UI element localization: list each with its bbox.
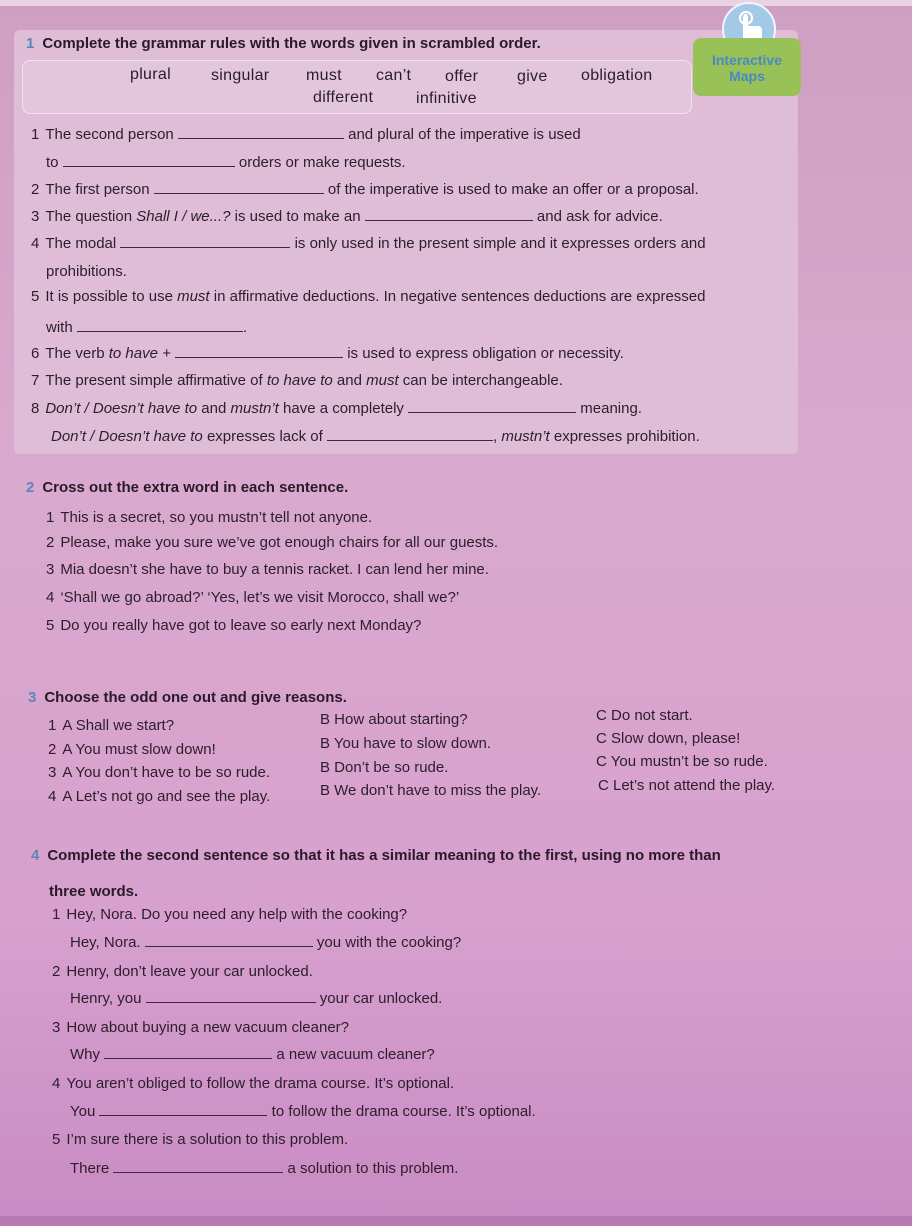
- word-bank-item: give: [517, 68, 548, 85]
- answer-blank[interactable]: [104, 1058, 272, 1059]
- ex1-item-5: 5 It is possible to use must in affirmative deductions. In negative sentences deductions are expressed: [31, 288, 706, 305]
- ex1-item-5-cont: with .: [46, 319, 248, 336]
- ex1-item-6: 6 The verb to have + is used to express obligation or necessity.: [31, 345, 624, 362]
- word-bank-item: must: [306, 67, 342, 84]
- answer-blank[interactable]: [120, 247, 290, 248]
- exercise-2-title: [26, 479, 348, 496]
- ex3-row-4-a: 4 A Let’s not go and see the play.: [48, 788, 271, 805]
- interactive-maps-button[interactable]: [693, 38, 801, 96]
- exercise-1-number: 1: [26, 35, 35, 52]
- ex3-row-3-c: C You mustn’t be so rude.: [596, 753, 768, 770]
- ex4-item-4-first: 4 You aren’t obliged to follow the drama course. It’s optional.: [52, 1075, 455, 1092]
- answer-blank[interactable]: [146, 1002, 316, 1003]
- ex3-row-1-c: C Do not start.: [596, 707, 693, 724]
- answer-blank[interactable]: [327, 440, 493, 441]
- ex4-item-2-first: 2 Henry, don’t leave your car unlocked.: [52, 963, 313, 980]
- word-bank-item: obligation: [581, 67, 653, 84]
- exercise-1-title: [26, 35, 541, 52]
- exercise-1-title-text: Complete the grammar rules with the words given in scrambled order.: [42, 35, 541, 52]
- answer-blank[interactable]: [365, 220, 533, 221]
- page-top-edge: [0, 0, 912, 6]
- exercise-3-title: [28, 689, 347, 706]
- ex2-item: 5 Do you really have got to leave so early next Monday?: [46, 617, 422, 634]
- ex1-item-3: 3 The question Shall I / we...? is used to make an and ask for advice.: [31, 208, 663, 225]
- ex3-row-1-a: 1 A Shall we start?: [48, 717, 175, 734]
- exercise-4-number: 4: [31, 847, 40, 864]
- exercise-4-title-line2: three words.: [49, 883, 139, 900]
- ex3-row-2-a: 2 A You must slow down!: [48, 741, 216, 758]
- ex1-item-8: 8 Don’t / Doesn’t have to and mustn’t have a completely meaning.: [31, 400, 642, 417]
- word-bank-item: can’t: [376, 67, 412, 84]
- ex4-item-3-first: 3 How about buying a new vacuum cleaner?: [52, 1019, 350, 1036]
- ex4-item-4-second: You to follow the drama course. It’s optional.: [70, 1103, 536, 1120]
- page-bottom-bar: [0, 1216, 912, 1226]
- word-bank-item: offer: [445, 68, 479, 85]
- ex4-item-3-second: Why a new vacuum cleaner?: [70, 1046, 435, 1063]
- word-bank-item: singular: [211, 67, 270, 84]
- answer-blank[interactable]: [145, 946, 313, 947]
- ex1-item-2: 2 The first person of the imperative is used to make an offer or a proposal.: [31, 181, 699, 198]
- answer-blank[interactable]: [99, 1115, 267, 1116]
- ex3-row-3-a: 3 A You don’t have to be so rude.: [48, 764, 271, 781]
- answer-blank[interactable]: [154, 193, 324, 194]
- interactive-maps-line1: Interactive: [711, 52, 783, 68]
- ex3-row-2-b: B You have to slow down.: [320, 735, 491, 752]
- ex4-item-5-second: There a solution to this problem.: [70, 1160, 459, 1177]
- ex4-item-1-first: 1 Hey, Nora. Do you need any help with the cooking?: [52, 906, 408, 923]
- exercise-4-title: [31, 847, 721, 864]
- word-bank-item: plural: [130, 66, 171, 83]
- ex4-item-5-first: 5 I’m sure there is a solution to this problem.: [52, 1131, 349, 1148]
- ex4-item-2-second: Henry, you your car unlocked.: [70, 990, 443, 1007]
- ex2-item: 2 Please, make you sure we’ve got enough chairs for all our guests.: [46, 534, 499, 551]
- ex3-row-3-b: B Don’t be so rude.: [320, 759, 449, 776]
- ex3-row-1-b: B How about starting?: [320, 711, 468, 728]
- ex1-item-4: 4 The modal is only used in the present simple and it expresses orders and: [31, 235, 706, 252]
- interactive-maps-line2: Maps: [729, 68, 765, 84]
- ex1-item-4-cont: prohibitions.: [46, 263, 127, 280]
- ex2-item: 1 This is a secret, so you mustn’t tell not anyone.: [46, 509, 373, 526]
- word-bank-item: infinitive: [416, 90, 477, 107]
- exercise-2-title-text: Cross out the extra word in each sentence.: [42, 479, 349, 496]
- ex1-item-1-cont: to orders or make requests.: [46, 154, 406, 171]
- ex1-item-8-cont: Don’t / Doesn’t have to expresses lack of , mustn’t expresses prohibition.: [51, 428, 700, 445]
- ex2-item: 4 ‘Shall we go abroad?’ ‘Yes, let’s we visit Morocco, shall we?’: [46, 589, 460, 606]
- ex3-row-4-c: C Let’s not attend the play.: [598, 777, 776, 794]
- exercise-2-number: 2: [26, 479, 35, 496]
- word-bank-item: different: [313, 89, 374, 106]
- ex4-item-1-second: Hey, Nora. you with the cooking?: [70, 934, 462, 951]
- answer-blank[interactable]: [178, 138, 344, 139]
- answer-blank[interactable]: [175, 357, 343, 358]
- ex2-item: 3 Mia doesn’t she have to buy a tennis racket. I can lend her mine.: [46, 561, 489, 578]
- ex1-item-1: 1 The second person and plural of the imperative is used: [31, 126, 581, 143]
- answer-blank[interactable]: [63, 166, 235, 167]
- answer-blank[interactable]: [113, 1172, 283, 1173]
- exercise-4-title-line1: Complete the second sentence so that it has a similar meaning to the first, using no more than: [47, 847, 721, 864]
- ex1-item-7: 7 The present simple affirmative of to have to and must can be interchangeable.: [31, 372, 563, 389]
- exercise-3-title-text: Choose the odd one out and give reasons.: [44, 689, 347, 706]
- answer-blank[interactable]: [77, 331, 243, 332]
- ex3-row-4-b: B We don’t have to miss the play.: [320, 782, 542, 799]
- answer-blank[interactable]: [408, 412, 576, 413]
- ex3-row-2-c: C Slow down, please!: [596, 730, 741, 747]
- exercise-3-number: 3: [28, 689, 37, 706]
